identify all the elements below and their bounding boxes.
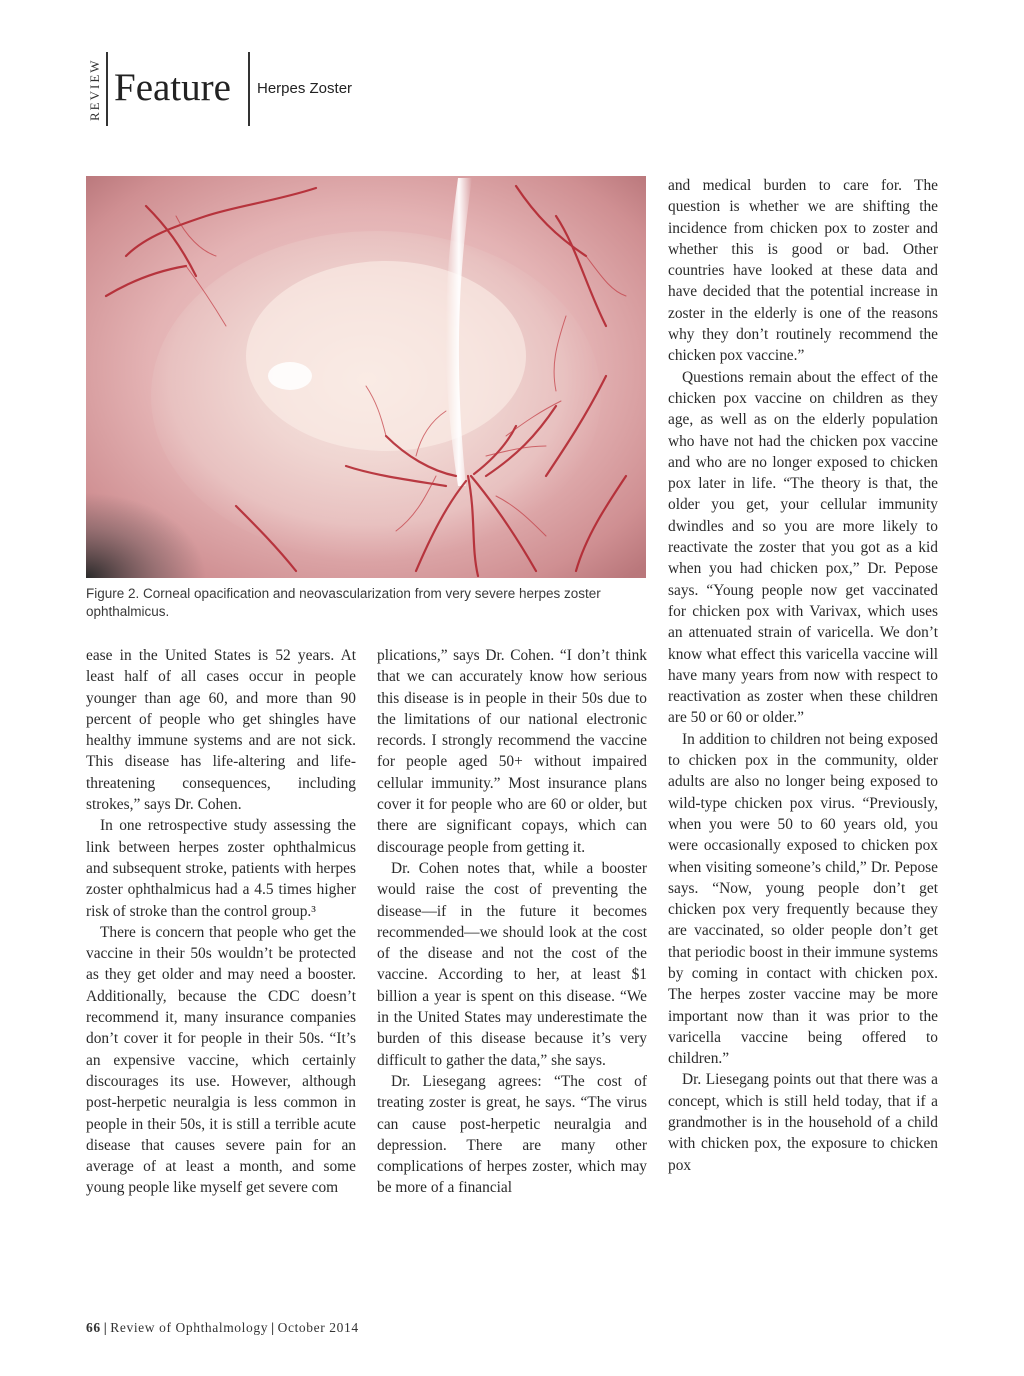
body-paragraph: plications,” says Dr. Cohen. “I don’t think that we can accurately know how serious this disease is in people in their 50s due to the limitations of our national electronic records. I strongly recommend the vaccine for people aged 50+ without impaired cellular immunity.” Most insurance plans cover it for people who are 60 or older, but there are significant copays, which can discourage people from getting it. xyxy=(377,647,647,856)
issue-date: October 2014 xyxy=(277,1320,359,1335)
text-column-2 xyxy=(377,645,647,1199)
body-paragraph: In one retrospective study assessing the link between herpes zoster ophthalmicus and subsequent stroke, patients with herpes zoster ophthalmicus had a 4.5 times higher risk of stroke than the control group.³ xyxy=(86,817,356,920)
eye-photograph xyxy=(86,176,646,578)
body-paragraph: ease in the United States is 52 years. At least half of all cases occur in people younger than age 60, and more than 90 percent of people who get shingles have healthy immune systems and are not sick. This disease has life-altering and life-threatening consequences, including strokes,” says Dr. Cohen. xyxy=(86,647,356,814)
figure-eye-photo xyxy=(86,176,646,578)
figure-caption: Figure 2. Corneal opacification and neovascularization from very severe herpes zoster ophthalmicus. xyxy=(86,586,601,619)
body-paragraph: Dr. Liesegang points out that there was a concept, which is still held today, that if a grandmother is in the household of a child with chicken pox, the exposure to chicken pox xyxy=(668,1071,938,1174)
text-column-3 xyxy=(668,175,938,1176)
body-paragraph: In addition to children not being exposed to chicken pox in the community, older adults are also no longer being exposed to wild-type chicken pox virus. “Previously, when you were 50 to 60 years old, you were occasionally exposed to chicken pox when visiting someone’s child,” Dr. Pepose says. “Now, young people don’t get chicken pox very frequently because they are vaccinated, so older people don’t get that periodic boost in their immune systems by coming in contact with chicken pox. The herpes zoster vaccine may be more important now than it was prior to the varicella vaccine being offered to children.” xyxy=(668,730,938,1068)
review-section-tag: REVIEW xyxy=(87,58,102,122)
footer-separator: | xyxy=(103,1320,108,1335)
text-column-1 xyxy=(86,645,356,1199)
body-paragraph: and medical burden to care for. The question is whether we are shifting the incidence from chicken pox to zoster and whether this is good or bad. Other countries have looked at these data and have decided that the potential increase in zoster in the elderly is one of the reasons why they don’t routinely recommend the chicken pox vaccine.” xyxy=(668,177,938,365)
body-paragraph: There is concern that people who get the vaccine in their 50s wouldn’t be protected as they get older and may need a booster. Additionally, because the CDC doesn’t recommend it, many insurance companies don’t cover it for people in their 50s. “It’s an expensive vaccine, which certainly discourages its use. However, although post-herpetic neuralgia is less common in people in their 50s, it is still a terrible acute disease that causes severe pain for an average of at least a month, and some young people like myself get severe com xyxy=(86,923,356,1197)
body-paragraph: Dr. Cohen notes that, while a booster would raise the cost of preventing the disease—if in the future it becomes recommended—we should look at the cost of the disease and not the cost of the vaccine. According to her, at least $1 billion a year is spent on this disease. “We in the United States may underestimate the burden of this disease because it’s very difficult to gather the data,” she says. xyxy=(377,859,647,1069)
body-paragraph: Dr. Liesegang agrees: “The cost of treating zoster is great, he says. “The virus can cause post-herpetic neuralgia and depression. There are many other complications of herpes zoster, which may be more of a financial xyxy=(377,1072,647,1197)
article-subject: Herpes Zoster xyxy=(257,80,353,97)
page-footer xyxy=(86,1320,359,1336)
journal-name: Review of Ophthalmology xyxy=(110,1320,269,1335)
page-number: 66 xyxy=(86,1320,101,1335)
body-paragraph: Questions remain about the effect of the chicken pox vaccine on children as they age, as well as on the elderly population who have not had the chicken pox vaccine and who are no longer exposed to chicken pox later in life. “The theory is that, the older you get, your cellular immunity dwindles and so you are more likely to reactivate the zoster that you got as a kid when you had chicken pox,” Dr. Pepose says. “Young people now get vaccinated for chicken pox with Varivax, which uses an attenuated strain of varicella. We don’t know what effect this varicella vaccine will have many years from now with respect to reactivation as zoster when these children are 50 or 60 or older.” xyxy=(668,368,938,727)
header-divider xyxy=(248,52,250,126)
footer-separator: | xyxy=(271,1320,275,1335)
section-title: Feature xyxy=(114,66,231,109)
header-divider xyxy=(106,52,108,126)
